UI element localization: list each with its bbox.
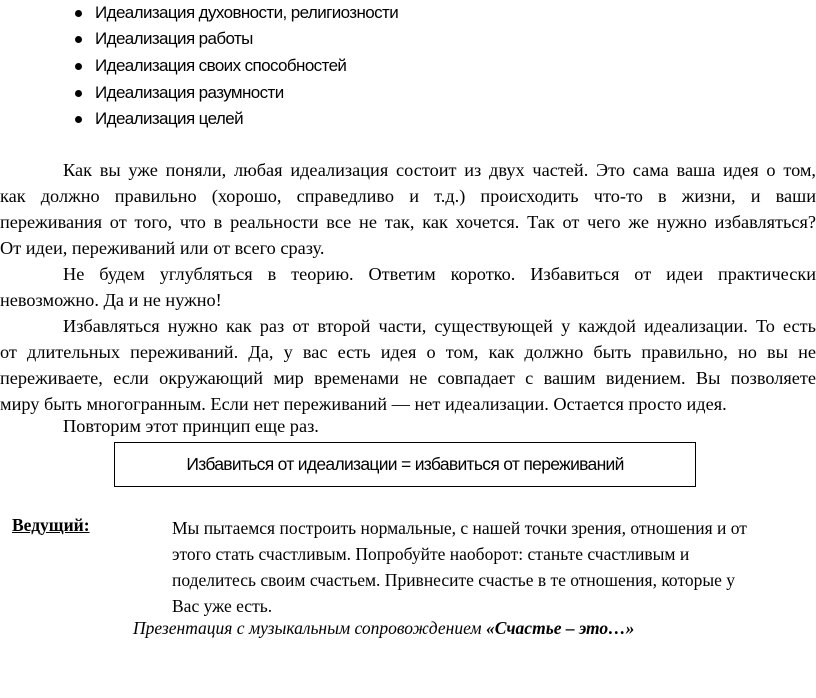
bullet-icon — [75, 36, 82, 43]
bullet-icon — [75, 63, 82, 70]
paragraph-line: миру быть многогранным. Если нет переживаний — нет идеализации. Остается просто идея. — [0, 394, 727, 414]
paragraph-line: от длительных переживаний. Да, у вас есть идея о том, как должно быть правильно, но вы не — [0, 342, 816, 362]
principle-text: Избавиться от идеализации = избавиться от переживаний — [186, 454, 624, 474]
host-line: Вас уже есть. — [172, 596, 273, 616]
paragraph-line: как должно правильно (хорошо, справедливо и т.д.) происходить что-то в жизни, и ваши — [0, 186, 816, 206]
bullet-icon — [75, 10, 82, 17]
list-item-text: Идеализация работы — [95, 29, 253, 48]
list-item-text: Идеализация духовности, религиозности — [95, 3, 399, 22]
paragraph-line: Как вы уже поняли, любая идеализация состоит из двух частей. Это сама ваша идея о том, — [63, 160, 816, 180]
paragraph — [0, 413, 816, 439]
paragraph-line: Повторим этот принцип еще раз. — [63, 416, 319, 436]
paragraph-line: переживания от того, что в реальности все не так, как хочется. Так от чего же нужно избавляться? — [0, 212, 816, 232]
list-item-text: Идеализация целей — [95, 109, 243, 128]
list-item — [75, 0, 398, 26]
caption-prefix: Презентация с музыкальным сопровождением — [133, 618, 486, 638]
host-label: Ведущий: — [12, 515, 90, 535]
list-item — [75, 106, 243, 132]
host-text — [172, 515, 792, 619]
paragraph-line: Не будем углубляться в теорию. Ответим коротко. Избавиться от идеи практически — [63, 264, 816, 284]
paragraph — [0, 313, 816, 417]
paragraph-line: невозможно. Да и не нужно! — [0, 290, 222, 310]
list-item — [75, 26, 253, 52]
host-line: Мы пытаемся построить нормальные, с нашей точки зрения, отношения и от — [172, 518, 747, 538]
bullet-icon — [75, 90, 82, 97]
caption-title: «Счастье – это…» — [485, 618, 635, 638]
list-item — [75, 53, 346, 79]
host-line: этого стать счастливым. Попробуйте наоборот: станьте счастливым и — [172, 544, 690, 564]
paragraph-line: От идеи, переживаний или от всего сразу. — [0, 238, 325, 258]
paragraph — [0, 157, 816, 261]
bullet-icon — [75, 116, 82, 123]
list-item-text: Идеализация своих способностей — [95, 56, 347, 75]
principle-box — [114, 442, 696, 487]
paragraph-line: Избавляться нужно как раз от второй части, существующей у каждой идеализации. То есть — [63, 316, 816, 336]
paragraph-line: переживаете, если окружающий мир временами не совпадает с вашим видением. Вы позволяете — [0, 368, 816, 388]
list-item-text: Идеализация разумности — [95, 83, 284, 102]
list-item — [75, 80, 284, 106]
host-line: поделитесь своим счастьем. Привнесите счастье в те отношения, которые у — [172, 570, 736, 590]
paragraph — [0, 261, 816, 313]
presentation-caption — [133, 618, 634, 639]
